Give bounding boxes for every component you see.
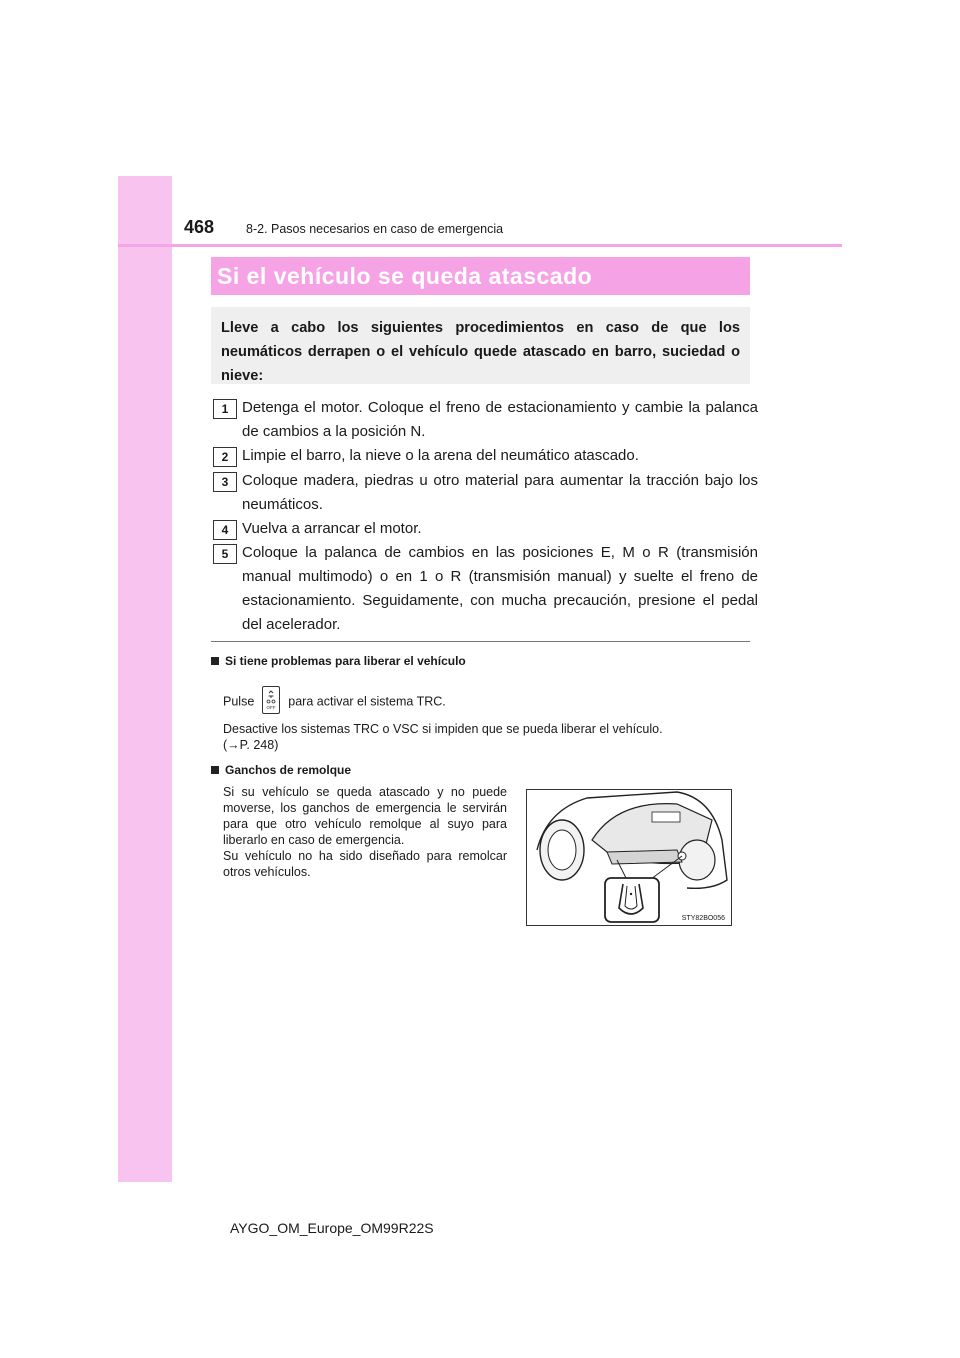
car-rear-hook-drawing: [527, 790, 731, 925]
trc-instruction: Pulse OFF para activar el sistema TRC.: [223, 688, 446, 716]
side-color-band: [118, 176, 172, 1182]
bullet-square-icon: [211, 657, 219, 665]
svg-text:OFF: OFF: [266, 705, 276, 710]
note-heading-towing: Ganchos de remolque: [211, 763, 351, 777]
page-title: Si el vehículo se queda atascado: [211, 257, 750, 295]
step-number: 4: [213, 520, 237, 540]
header-rule: [118, 244, 842, 247]
towing-text: Si su vehículo se queda atascado y no puede moverse, los ganchos de emergencia le servirán para que otro vehículo remolque al suyo para liberarlo en caso de emergencia. Su vehículo no ha sido diseñado para remolcar otros vehículos.: [223, 785, 507, 879]
section-title: 8-2. Pasos necesarios en caso de emergencia: [246, 222, 504, 236]
step-text: Detenga el motor. Coloque el freno de estacionamiento y cambie la palanca de cambios a la posición N.: [242, 399, 758, 440]
page-reference: (→P. 248): [223, 738, 279, 752]
step-text: Limpie el barro, la nieve o la arena del neumático atascado.: [242, 447, 639, 464]
bullet-square-icon: [211, 766, 219, 774]
note-heading-trc: Si tiene problemas para liberar el vehículo: [211, 654, 466, 668]
step-text: Coloque madera, piedras u otro material para aumentar la tracción bajo los neumáticos.: [242, 472, 758, 513]
step-number: 5: [213, 544, 237, 564]
step-number: 3: [213, 472, 237, 492]
step-text: Coloque la palanca de cambios en las posiciones E, M o R (transmisión manual multimodo) o en 1 o R (transmisión manual) y suelte el freno de estacionamiento. Seguidamente, con mucha precaución, presione el pedal del acelerador.: [242, 544, 758, 633]
section-divider: [211, 641, 750, 642]
trc-off-switch-icon: [262, 686, 280, 714]
page-number: 468: [184, 217, 215, 237]
step-number: 2: [213, 447, 237, 467]
step-text: Vuelva a arrancar el motor.: [242, 520, 422, 537]
figure-code: STY82BO056: [681, 915, 725, 922]
step-number: 1: [213, 399, 237, 419]
intro-box: Lleve a cabo los siguientes procedimientos en caso de que los neumáticos derrapen o el vehículo quede atascado en barro, suciedad o nieve:: [211, 307, 750, 384]
towing-hook-illustration: [526, 789, 732, 926]
footer-doc-id: AYGO_OM_Europe_OM99R22S: [230, 1220, 434, 1236]
trc-deactivate-note: Desactive los sistemas TRC o VSC si impiden que se pueda liberar el vehículo.: [223, 722, 663, 736]
